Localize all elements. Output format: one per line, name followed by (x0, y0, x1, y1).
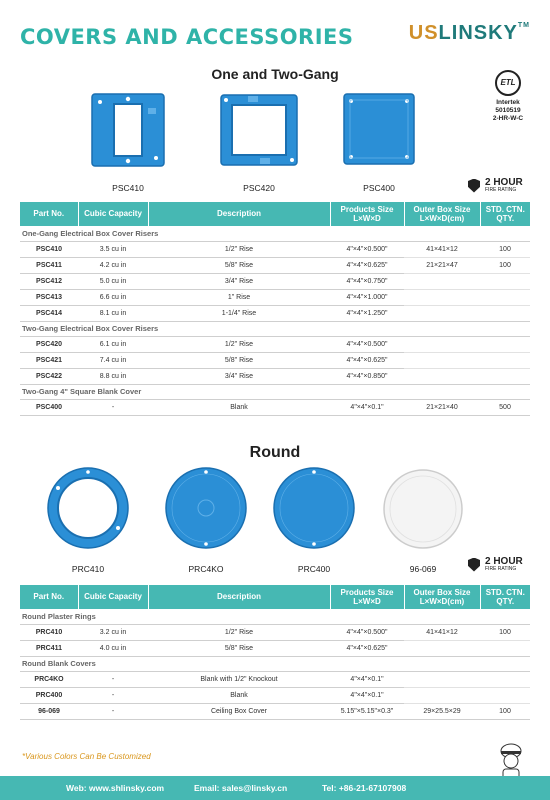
prc410-image (46, 466, 130, 550)
etl-mark-icon: ETL (495, 70, 521, 96)
header-box-size: Outer Box Size L×W×D(cm) (404, 202, 480, 226)
psc410-image (88, 90, 168, 170)
section-title-gang: One and Two-Gang (211, 66, 339, 82)
shield-icon (468, 558, 480, 572)
table-row: PSC414 8.1 cu in 1-1/4" Rise 4"×4"×1.250" (20, 305, 530, 321)
header-description: Description (148, 585, 330, 609)
table-row: PSC411 4.2 cu in 5/8" Rise 4"×4"×0.625" 21×21×47 100 (20, 257, 530, 273)
header-qty: STD. CTN. QTY. (480, 585, 530, 609)
fire-rating-hours: 2 HOUR (485, 556, 523, 567)
table-row: PSC400 - Blank 4"×4"×0.1" 21×21×40 500 (20, 399, 530, 415)
table-row: PSC421 7.4 cu in 5/8" Rise 4"×4"×0.625" (20, 352, 530, 368)
table-group-row: Two-Gang Electrical Box Cover Risers (20, 321, 530, 336)
logo-tm: TM (517, 22, 530, 29)
customization-note: *Various Colors Can Be Customized (22, 752, 151, 761)
prc400-label: PRC400 (297, 564, 331, 574)
psc400-image (342, 92, 416, 166)
psc400-label: PSC400 (363, 183, 395, 193)
fire-rating-sub: FIRE RATING (485, 566, 517, 572)
footer-phone: Tel: +86-21-67107908 (322, 783, 407, 793)
spec-table-gang (20, 202, 530, 416)
header-product-size: Products Size L×W×D (330, 585, 404, 609)
header-description: Description (148, 202, 330, 226)
psc420-image (218, 92, 300, 168)
table-row: 96-069 - Ceiling Box Cover 5.15"×5.15"×0.3" 29×25.5×29 100 (20, 703, 530, 719)
table-header-row (20, 202, 530, 226)
footer-web-link[interactable]: Web: www.shlinsky.com (66, 783, 165, 793)
ceiling-cover-label: 96-069 (409, 564, 437, 574)
etl-certification (478, 70, 538, 123)
fire-rating-sub: FIRE RATING (485, 187, 517, 193)
prc410-label: PRC410 (71, 564, 105, 574)
header-box-size: Outer Box Size L×W×D(cm) (404, 585, 480, 609)
table-group-row: One-Gang Electrical Box Cover Risers (20, 226, 530, 241)
table-row: PSC412 5.0 cu in 3/4" Rise 4"×4"×0.750" (20, 273, 530, 289)
header-product-size: Products Size L×W×D (330, 202, 404, 226)
ceiling-cover-image (382, 468, 464, 550)
logo-rest: LINSKY (438, 22, 518, 44)
table-header-row (20, 585, 530, 609)
cert-line2: 5010519 (495, 107, 521, 115)
logo-us: US (408, 22, 439, 44)
page-footer (0, 776, 550, 800)
psc410-label: PSC410 (112, 183, 144, 193)
fire-rating-badge-1 (468, 178, 523, 193)
table-row: PSC413 6.6 cu in 1" Rise 4"×4"×1.000" (20, 289, 530, 305)
prc400-image (272, 466, 356, 550)
page-title: COVERS AND ACCESSORIES (20, 25, 354, 49)
table-group-row: Two-Gang 4" Square Blank Cover (20, 384, 530, 399)
fire-rating-hours: 2 HOUR (485, 177, 523, 188)
table-row: PRC4KO - Blank with 1/2" Knockout 4"×4"×0.1" (20, 671, 530, 687)
header-part: Part No. (20, 202, 78, 226)
page-header (20, 20, 530, 60)
header-qty: STD. CTN. QTY. (480, 202, 530, 226)
table-row: PSC422 8.8 cu in 3/4" Rise 4"×4"×0.850" (20, 368, 530, 384)
prc4ko-label: PRC4KO (188, 564, 224, 574)
header-capacity: Cubic Capacity (78, 585, 148, 609)
table-row: PSC420 6.1 cu in 1/2" Rise 4"×4"×0.500" (20, 336, 530, 352)
section-title-round: Round (249, 444, 301, 461)
table-row: PRC410 3.2 cu in 1/2" Rise 4"×4"×0.500" 41×41×12 100 (20, 624, 530, 640)
fire-rating-badge-2 (468, 557, 523, 572)
footer-email-link[interactable]: Email: sales@linsky.cn (194, 783, 288, 793)
shield-icon (468, 179, 480, 193)
header-part: Part No. (20, 585, 78, 609)
brand-logo (409, 22, 530, 45)
table-group-row: Round Blank Covers (20, 656, 530, 671)
prc4ko-image (164, 466, 248, 550)
cert-line1: Intertek (496, 99, 520, 106)
table-row: PRC411 4.0 cu in 5/8" Rise 4"×4"×0.625" (20, 640, 530, 656)
table-row: PRC400 - Blank 4"×4"×0.1" (20, 687, 530, 703)
table-group-row: Round Plaster Rings (20, 609, 530, 624)
spec-table-round (20, 585, 530, 720)
psc420-label: PSC420 (243, 183, 275, 193)
table-row: PSC410 3.5 cu in 1/2" Rise 4"×4"×0.500" 41×41×12 100 (20, 241, 530, 257)
cert-line3: 2-HR-W-C (492, 115, 524, 123)
header-capacity: Cubic Capacity (78, 202, 148, 226)
